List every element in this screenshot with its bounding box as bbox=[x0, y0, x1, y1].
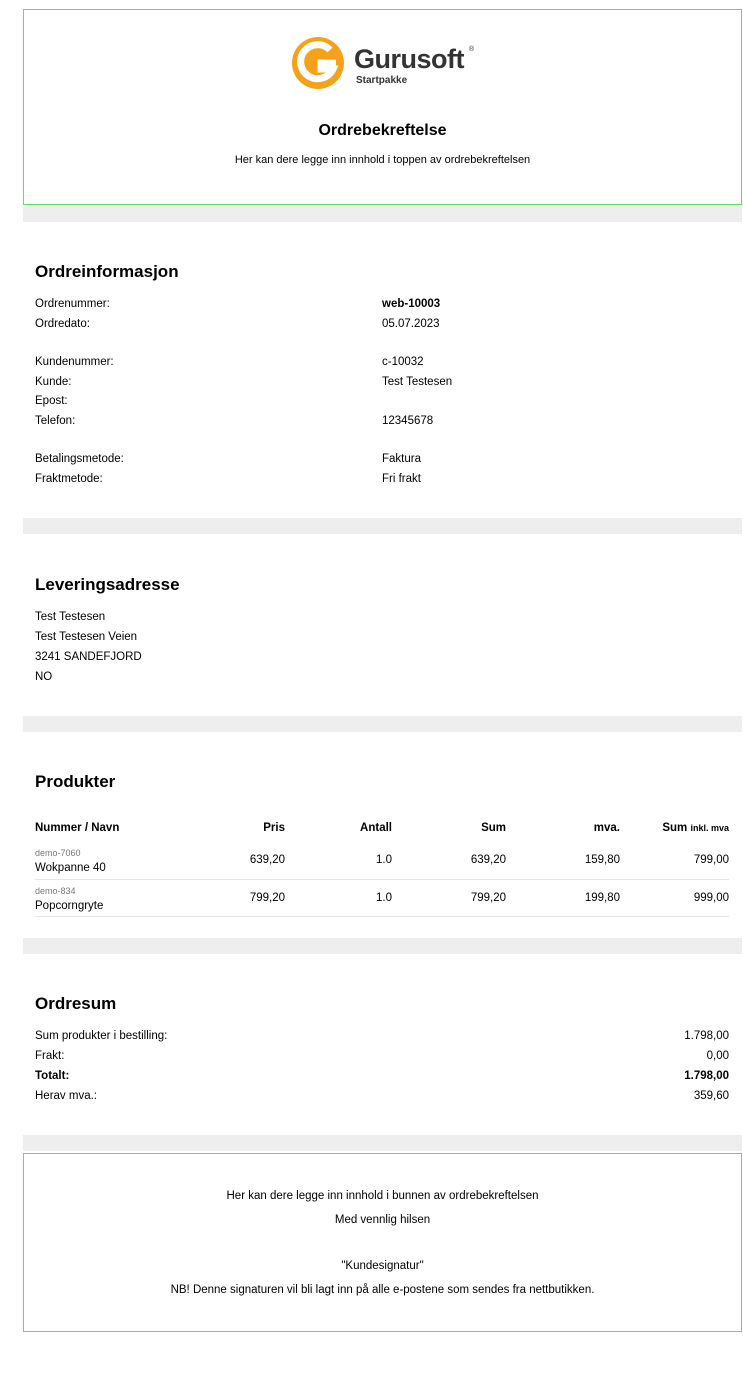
shipping-method-value: Fri frakt bbox=[382, 472, 421, 485]
customer-value: Test Testesen bbox=[382, 375, 453, 388]
phone-label: Telefon: bbox=[35, 414, 76, 427]
footer-note: NB! Denne signaturen vil bli lagt inn på alle e-postene som sendes fra nettbutikken. bbox=[170, 1284, 595, 1296]
products-table bbox=[35, 818, 729, 917]
total-label: Totalt: bbox=[35, 1070, 70, 1082]
col-header-sum-incl bbox=[620, 818, 729, 842]
section-divider bbox=[23, 716, 742, 732]
logo-subtitle: Startpakke bbox=[356, 75, 408, 86]
footer-box bbox=[23, 1153, 742, 1332]
freight-value: 0,00 bbox=[706, 1050, 729, 1062]
section-divider bbox=[23, 938, 742, 954]
total-value: 1.798,00 bbox=[684, 1070, 729, 1082]
col-header-sum-incl-suffix: inkl. mva bbox=[690, 823, 729, 833]
table-row bbox=[35, 879, 729, 916]
header-box bbox=[23, 9, 742, 205]
gurusoft-logo bbox=[292, 36, 482, 92]
customer-label: Kunde: bbox=[35, 375, 72, 388]
payment-method-row bbox=[35, 453, 729, 473]
delivery-address-section bbox=[23, 575, 742, 691]
product-sum: 799,20 bbox=[470, 891, 506, 904]
product-cell bbox=[35, 842, 215, 879]
delivery-country: NO bbox=[35, 671, 53, 683]
products-sum-value: 1.798,00 bbox=[684, 1030, 729, 1042]
logo-registered-mark: ® bbox=[469, 46, 475, 53]
shipping-method-row bbox=[35, 473, 729, 493]
col-header-sum: Sum bbox=[481, 822, 506, 834]
products-heading: Produkter bbox=[35, 772, 116, 791]
header-intro-text: Her kan dere legge inn innhold i toppen av ordrebekreftelsen bbox=[234, 154, 531, 166]
products-header-row bbox=[35, 818, 729, 842]
payment-method-value: Faktura bbox=[382, 453, 421, 465]
table-row bbox=[35, 842, 729, 879]
col-header-vat: mva. bbox=[593, 822, 620, 834]
freight-row bbox=[35, 1050, 729, 1070]
footer-text: Her kan dere legge inn innhold i bunnen av ordrebekreftelsen bbox=[226, 1190, 539, 1202]
customer-row bbox=[35, 376, 729, 396]
freight-label: Frakt: bbox=[35, 1050, 65, 1062]
product-sku: demo-7060 bbox=[35, 848, 81, 859]
vat-label: Herav mva.: bbox=[35, 1090, 97, 1102]
product-vat: 159,80 bbox=[584, 854, 620, 867]
product-price: 639,20 bbox=[249, 854, 285, 867]
page-title: Ordrebekreftelse bbox=[318, 122, 447, 139]
product-cell bbox=[35, 879, 215, 916]
shipping-method-label: Fraktmetode: bbox=[35, 472, 103, 485]
products-sum-row bbox=[35, 1030, 729, 1050]
logo-name: Gurusoft bbox=[354, 44, 464, 74]
product-qty: 1.0 bbox=[376, 891, 392, 904]
products-sum-label: Sum produkter i bestilling: bbox=[35, 1030, 168, 1042]
customer-number-row bbox=[35, 356, 729, 376]
email-label: Epost: bbox=[35, 395, 68, 407]
product-name: Popcorngryte bbox=[35, 899, 104, 912]
footer-greeting: Med vennlig hilsen bbox=[334, 1214, 431, 1226]
product-sum-incl: 799,00 bbox=[693, 854, 729, 867]
phone-row bbox=[35, 415, 729, 435]
section-divider bbox=[23, 206, 742, 222]
delivery-postal: 3241 SANDEFJORD bbox=[35, 651, 142, 663]
product-sum: 639,20 bbox=[470, 854, 506, 867]
gurusoft-logo-icon bbox=[292, 36, 348, 92]
customer-number-label: Kundenummer: bbox=[35, 356, 114, 368]
delivery-street: Test Testesen Veien bbox=[35, 631, 138, 643]
product-price: 799,20 bbox=[249, 891, 285, 904]
col-header-name: Nummer / Navn bbox=[35, 822, 120, 834]
products-section bbox=[23, 772, 742, 917]
col-header-price: Pris bbox=[263, 822, 285, 834]
vat-row bbox=[35, 1090, 729, 1110]
col-header-sum-incl-label: Sum bbox=[662, 822, 688, 834]
order-number-label: Ordrenummer: bbox=[35, 298, 110, 310]
order-totals-heading: Ordresum bbox=[35, 994, 117, 1013]
order-date-label: Ordredato: bbox=[35, 317, 90, 330]
email-row bbox=[35, 395, 729, 415]
total-row bbox=[35, 1070, 729, 1090]
order-date-value: 05.07.2023 bbox=[382, 317, 440, 330]
delivery-name: Test Testesen bbox=[35, 611, 106, 623]
order-date-row bbox=[35, 318, 729, 338]
footer-signature: "Kundesignatur" bbox=[341, 1260, 424, 1272]
order-number-row bbox=[35, 298, 729, 318]
product-sku: demo-834 bbox=[35, 885, 76, 896]
col-header-qty: Antall bbox=[360, 822, 392, 834]
product-sum-incl: 999,00 bbox=[693, 891, 729, 904]
product-qty: 1.0 bbox=[376, 854, 392, 867]
order-totals-section bbox=[23, 994, 742, 1110]
order-number-value: web-10003 bbox=[382, 298, 441, 310]
customer-number-value: c-10032 bbox=[382, 356, 424, 368]
section-divider bbox=[23, 518, 742, 534]
vat-value: 359,60 bbox=[693, 1090, 729, 1102]
order-info-section bbox=[23, 262, 742, 492]
order-info-heading: Ordreinformasjon bbox=[35, 262, 179, 281]
delivery-address-heading: Leveringsadresse bbox=[35, 575, 180, 594]
section-divider bbox=[23, 1135, 742, 1151]
phone-value: 12345678 bbox=[382, 414, 434, 427]
payment-method-label: Betalingsmetode: bbox=[35, 453, 124, 465]
product-vat: 199,80 bbox=[584, 891, 620, 904]
product-name: Wokpanne 40 bbox=[35, 862, 106, 875]
